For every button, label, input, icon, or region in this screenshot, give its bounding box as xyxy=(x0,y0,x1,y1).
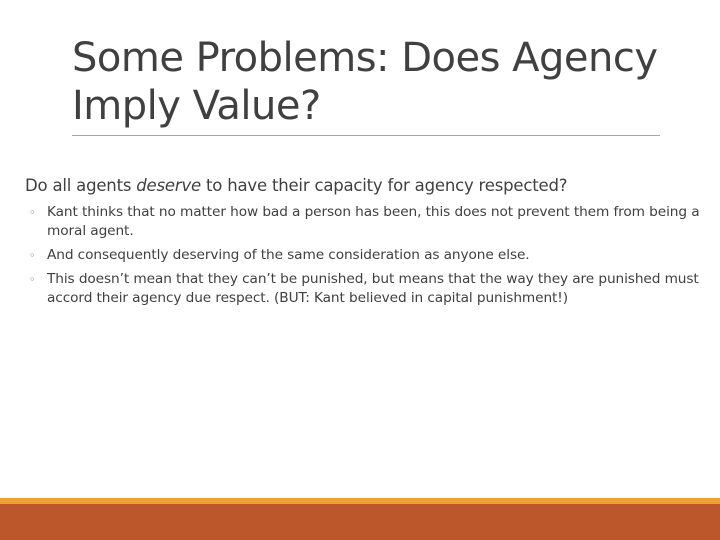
main-question-emphasis: deserve xyxy=(136,176,201,195)
footer-bar xyxy=(0,504,720,540)
bullet-text: And consequently deserving of the same consideration as anyone else. xyxy=(47,247,530,263)
main-question xyxy=(25,174,700,198)
title-divider xyxy=(72,135,660,136)
bullet-text: This doesn’t mean that they can’t be punished, but means that the way they are punished must accord their agency due respect. (BUT: Kant believed in capital punishment!) xyxy=(47,271,699,306)
main-question-before: Do all agents xyxy=(25,176,137,195)
bullet-text: Kant thinks that no matter how bad a person has been, this does not prevent them from being a moral agent. xyxy=(47,204,700,239)
list-item xyxy=(25,203,700,241)
bullet-icon: ◦ xyxy=(29,206,36,219)
bullet-list xyxy=(25,203,700,308)
list-item xyxy=(25,270,700,308)
bullet-icon: ◦ xyxy=(29,273,36,286)
slide-title-line-1: Some Problems: Does Agency xyxy=(72,35,658,81)
main-question-after: to have their capacity for agency respected? xyxy=(200,176,568,195)
list-item xyxy=(25,246,700,265)
bullet-icon: ◦ xyxy=(29,249,36,262)
slide-body xyxy=(25,174,700,313)
slide-title-line-2: Imply Value? xyxy=(72,83,321,129)
slide-title xyxy=(72,34,672,130)
